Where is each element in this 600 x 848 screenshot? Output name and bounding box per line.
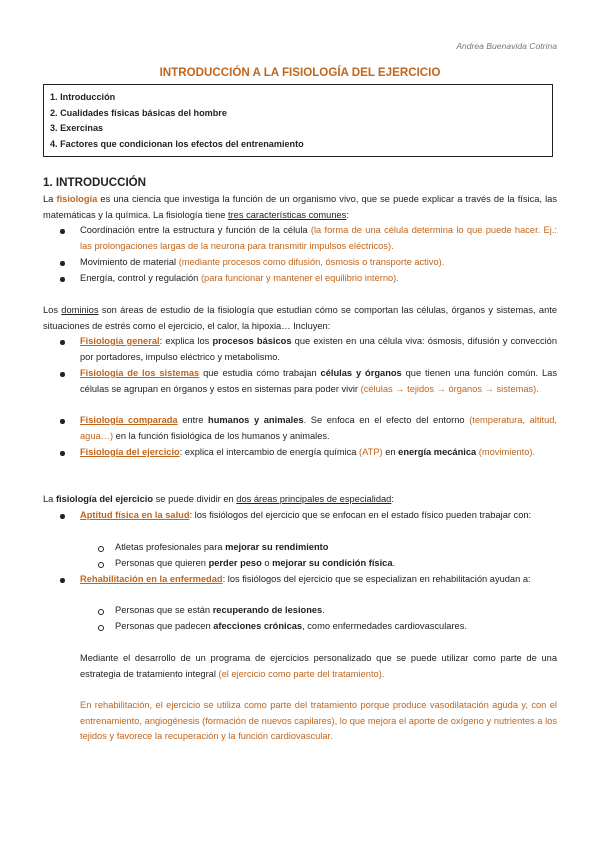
sub-list-item: Personas que quieren perder peso o mejorar su condición física. xyxy=(115,556,557,572)
intro-paragraph: La fisiología es una ciencia que investiga la función de un organismo vivo, que se puede explicar a través de la física, las matemáticas y la química. La fisiología tiene tres características comunes: xyxy=(43,194,557,220)
circle-bullet-icon xyxy=(98,625,104,631)
rehab-note: En rehabilitación, el ejercicio se utiliza como parte del tratamiento porque produce vasodilatación aguda y, con el entrenamiento, angiogénesis (formación de nuevos capilares), lo que mejora el aporte de oxígeno y nutrientes a los tejidos y favorece la recuperación y la función cardiovascular. xyxy=(80,700,557,742)
term-fisiologia: fisiología xyxy=(56,194,98,204)
list-item: Movimiento de material (mediante procesos como difusión, ósmosis o transporte activo). xyxy=(80,255,557,271)
bullet-icon xyxy=(60,419,65,424)
toc-item: 3. Exercinas xyxy=(50,123,104,134)
circle-bullet-icon xyxy=(98,546,104,552)
toc-item: 4. Factores que condicionan los efectos del entrenamiento xyxy=(50,138,304,149)
bullet-icon xyxy=(60,261,65,266)
ejercicio-paragraph: La fisiología del ejercicio se puede dividir en dos áreas principales de especialidad: xyxy=(43,494,394,504)
bullet-icon xyxy=(60,578,65,583)
sub-list-item: Personas que se están recuperando de lesiones. xyxy=(115,603,557,619)
table-of-contents xyxy=(43,84,553,157)
dominios-paragraph: Los dominios son áreas de estudio de la fisiología que estudian cómo se comportan las células, órganos y sistemas, ante situaciones de estrés como el ejercicio, el calor, la hipoxia… Incluyen: xyxy=(43,305,557,331)
list-item: Energía, control y regulación (para funcionar y mantener el equilibrio interno). xyxy=(80,271,557,287)
list-item: Rehabilitación en la enfermedad: los fisiólogos del ejercicio que se especializan en rehabilitación ayudan a: xyxy=(80,572,557,588)
bullet-icon xyxy=(60,451,65,456)
list-item: Coordinación entre la estructura y función de la célula (la forma de una célula determina lo que puede hacer. Ej.: las prolongaciones largas de la neurona para transmitir impulsos eléctricos). xyxy=(80,223,557,254)
author-name: Andrea Buenavida Cotrina xyxy=(456,41,557,51)
list-item: Aptitud física en la salud: los fisiólogos del ejercicio que se enfocan en el estado físico pueden trabajar con: xyxy=(80,508,557,524)
bullet-icon xyxy=(60,277,65,282)
bullet-icon xyxy=(60,372,65,377)
bullet-icon xyxy=(60,229,65,234)
program-paragraph: Mediante el desarrollo de un programa de ejercicios personalizado que se puede utilizar como parte de una estrategia de tratamiento integral (el ejercicio como parte del tratamiento). xyxy=(80,653,557,679)
toc-item: 2. Cualidades físicas básicas del hombre xyxy=(50,107,227,118)
section-heading: 1. INTRODUCCIÓN xyxy=(43,176,147,189)
list-item: Fisiología del ejercicio: explica el intercambio de energía química (ATP) en energía mecánica (movimiento). xyxy=(80,445,557,461)
list-item: Fisiología general: explica los procesos básicos que existen en una célula viva: ósmosis, difusión y convección por portadores, impulso eléctrico y metabolismo. xyxy=(80,334,557,365)
list-item: Fisiología comparada entre humanos y animales. Se enfoca en el efecto del entorno (temperatura, altitud, agua…) en la función fisiológica de los humanos y animales. xyxy=(80,413,557,444)
bullet-icon xyxy=(60,514,65,519)
sub-list-item: Personas que padecen afecciones crónicas, como enfermedades cardiovasculares. xyxy=(115,619,557,635)
sub-list-item: Atletas profesionales para mejorar su rendimiento xyxy=(115,540,557,556)
toc-item: 1. Introducción xyxy=(50,92,116,102)
list-item: Fisiología de los sistemas que estudia cómo trabajan células y órganos que tienen una función común. Las células se agrupan en órganos y estos en sistemas para poder vivir (células → tejidos → órganos → sistemas). xyxy=(80,366,557,397)
circle-bullet-icon xyxy=(98,609,104,615)
document-title: INTRODUCCIÓN A LA FISIOLOGÍA DEL EJERCICIO xyxy=(159,66,441,79)
circle-bullet-icon xyxy=(98,562,104,568)
bullet-icon xyxy=(60,340,65,345)
